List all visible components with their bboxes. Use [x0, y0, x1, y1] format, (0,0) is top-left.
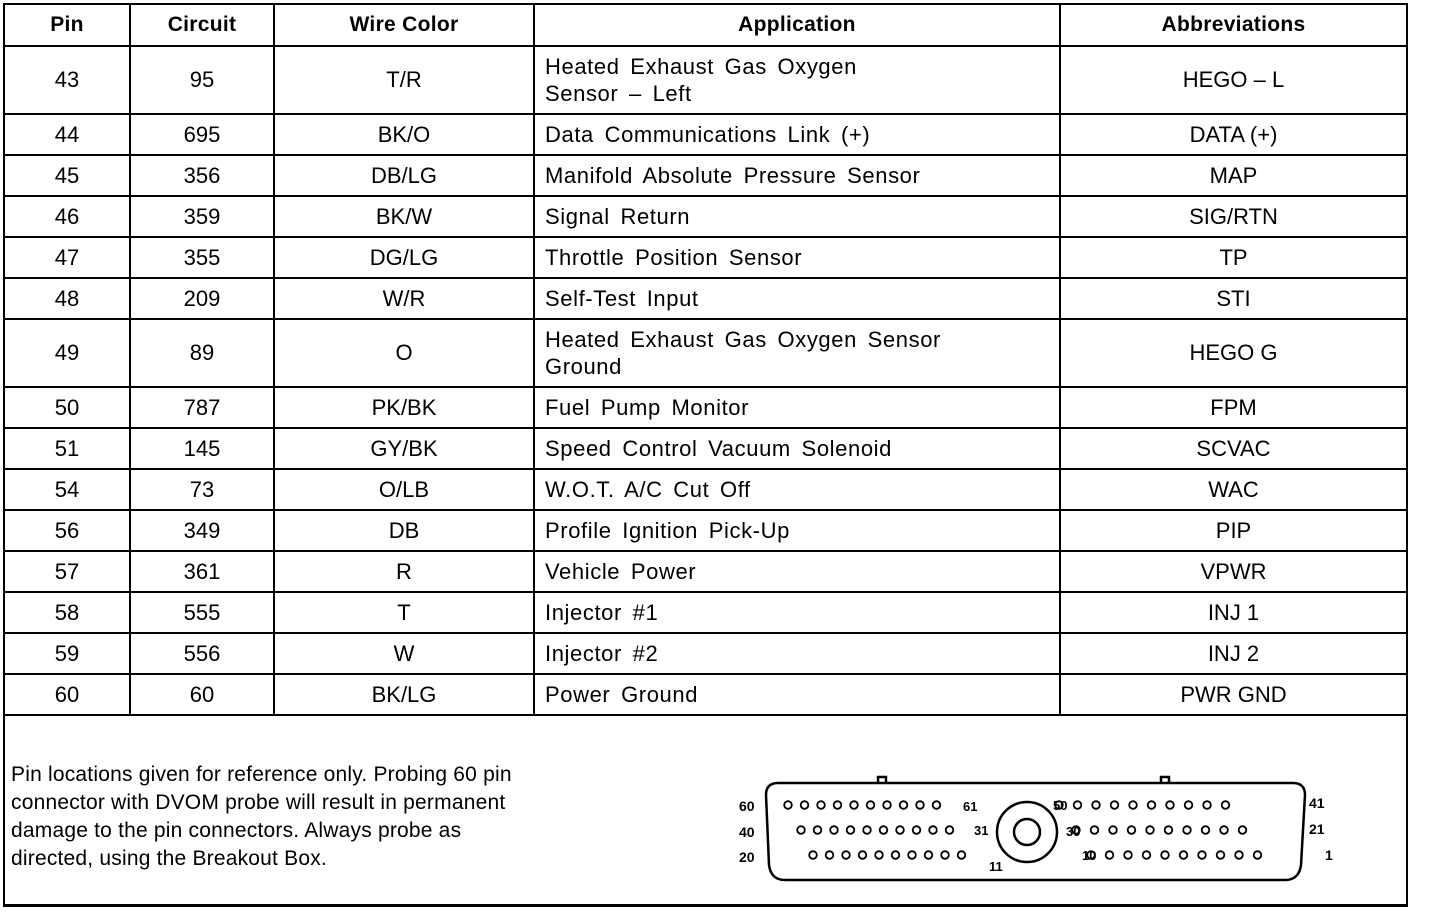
pin-cell: 43 — [5, 46, 130, 114]
connector-pin — [1222, 801, 1230, 809]
circuit-cell: 349 — [130, 510, 274, 551]
circuit-cell: 73 — [130, 469, 274, 510]
connector-pin — [1161, 851, 1169, 859]
table-row — [5, 674, 1406, 715]
circuit-cell: 60 — [130, 674, 274, 715]
application-line: Power Ground — [545, 682, 699, 707]
connector-pin — [850, 801, 858, 809]
abbreviation-cell: TP — [1060, 237, 1406, 278]
connector-pin — [908, 851, 916, 859]
application-cell — [534, 428, 1060, 469]
table-row — [5, 592, 1406, 633]
pin-cell: 56 — [5, 510, 130, 551]
connector-pin — [929, 826, 937, 834]
application-line: Fuel Pump Monitor — [545, 395, 750, 420]
table-row — [5, 387, 1406, 428]
pinout-table — [5, 5, 1406, 716]
header-circuit: Circuit — [130, 5, 274, 46]
abbreviation-cell: SCVAC — [1060, 428, 1406, 469]
pin-cell: 57 — [5, 551, 130, 592]
wire-color-cell: BK/LG — [274, 674, 534, 715]
connector-center-boss-outer — [997, 802, 1057, 862]
connector-pin — [883, 801, 891, 809]
connector-pin — [1148, 801, 1156, 809]
abbreviation-cell: HEGO G — [1060, 319, 1406, 387]
wire-color-cell: BK/W — [274, 196, 534, 237]
abbreviation-cell: STI — [1060, 278, 1406, 319]
connector-pin — [867, 801, 875, 809]
application-cell — [534, 319, 1060, 387]
connector-pin — [892, 851, 900, 859]
abbreviation-cell: FPM — [1060, 387, 1406, 428]
connector-pin — [1091, 826, 1099, 834]
header-application: Application — [534, 5, 1060, 46]
application-cell — [534, 46, 1060, 114]
abbreviation-cell: SIG/RTN — [1060, 196, 1406, 237]
application-line: Ground — [545, 354, 622, 379]
connector-pin — [1124, 851, 1132, 859]
abbreviation-cell: HEGO – L — [1060, 46, 1406, 114]
application-cell — [534, 469, 1060, 510]
table-row — [5, 510, 1406, 551]
connector-pin — [933, 801, 941, 809]
wire-color-cell: PK/BK — [274, 387, 534, 428]
wire-color-cell: O — [274, 319, 534, 387]
application-line: Throttle Position Sensor — [545, 245, 803, 270]
wire-color-cell: T/R — [274, 46, 534, 114]
note-line: Pin locations given for reference only. Probing 60 pin — [11, 763, 512, 786]
connector-pin — [875, 851, 883, 859]
pin-label-30: 30 — [1066, 824, 1081, 839]
connector-pin — [1203, 801, 1211, 809]
application-cell — [534, 674, 1060, 715]
connector-pin — [913, 826, 921, 834]
application-cell — [534, 633, 1060, 674]
circuit-cell: 355 — [130, 237, 274, 278]
header-wire-color: Wire Color — [274, 5, 534, 46]
connector-pin — [1185, 801, 1193, 809]
table-row — [5, 469, 1406, 510]
application-line: Self-Test Input — [545, 286, 699, 311]
pin-cell: 47 — [5, 237, 130, 278]
wire-color-cell: DG/LG — [274, 237, 534, 278]
circuit-cell: 145 — [130, 428, 274, 469]
abbreviation-cell: VPWR — [1060, 551, 1406, 592]
pin-cell: 59 — [5, 633, 130, 674]
table-row — [5, 114, 1406, 155]
connector-pin — [958, 851, 966, 859]
connector-pin — [1180, 851, 1188, 859]
header-pin: Pin — [5, 5, 130, 46]
connector-pin — [784, 801, 792, 809]
pin-label-20: 20 — [739, 849, 755, 865]
application-line: Profile Ignition Pick-Up — [545, 518, 790, 543]
application-line: Vehicle Power — [545, 559, 697, 584]
note-line: directed, using the Breakout Box. — [11, 847, 327, 870]
note-line: connector with DVOM probe will result in permanent — [11, 791, 506, 814]
pin-cell: 60 — [5, 674, 130, 715]
abbreviation-cell: MAP — [1060, 155, 1406, 196]
table-row — [5, 319, 1406, 387]
wire-color-cell: T — [274, 592, 534, 633]
application-line: Injector #2 — [545, 641, 659, 666]
pin-cell: 51 — [5, 428, 130, 469]
wire-color-cell: GY/BK — [274, 428, 534, 469]
pin-cell: 50 — [5, 387, 130, 428]
abbreviation-cell: INJ 2 — [1060, 633, 1406, 674]
pin-label-1: 1 — [1325, 847, 1333, 863]
wire-color-cell: BK/O — [274, 114, 534, 155]
connector-pin — [1254, 851, 1262, 859]
table-row — [5, 46, 1406, 114]
pin-label-11: 11 — [989, 859, 1003, 874]
connector-pin — [1106, 851, 1114, 859]
connector-pin — [1183, 826, 1191, 834]
pin-label-50: 50 — [1053, 798, 1068, 813]
connector-pin — [801, 801, 809, 809]
wire-color-cell: W — [274, 633, 534, 674]
application-line: Sensor – Left — [545, 81, 692, 106]
circuit-cell: 209 — [130, 278, 274, 319]
connector-pin — [1111, 801, 1119, 809]
application-line: Manifold Absolute Pressure Sensor — [545, 163, 921, 188]
connector-pin — [826, 851, 834, 859]
table-row — [5, 428, 1406, 469]
connector-pin — [830, 826, 838, 834]
connector-center-boss-inner — [1014, 819, 1040, 845]
connector-pin — [1235, 851, 1243, 859]
table-row — [5, 633, 1406, 674]
connector-pin — [834, 801, 842, 809]
connector-pin — [1166, 801, 1174, 809]
wire-color-cell: W/R — [274, 278, 534, 319]
pin-label-10: 10 — [1082, 848, 1097, 863]
connector-pin — [1165, 826, 1173, 834]
application-line: Heated Exhaust Gas Oxygen — [545, 54, 857, 79]
connector-pin — [863, 826, 871, 834]
pin-label-21: 21 — [1309, 821, 1325, 837]
application-cell — [534, 196, 1060, 237]
connector-diagram — [733, 765, 1343, 890]
connector-pin — [809, 851, 817, 859]
pin-cell: 58 — [5, 592, 130, 633]
connector-pin — [1198, 851, 1206, 859]
pin-label-60: 60 — [739, 798, 755, 814]
circuit-cell: 89 — [130, 319, 274, 387]
application-cell — [534, 592, 1060, 633]
connector-pin — [946, 826, 954, 834]
application-cell — [534, 155, 1060, 196]
pinout-sheet — [3, 3, 1408, 907]
header-abbreviations: Abbreviations — [1060, 5, 1406, 46]
pin-label-40: 40 — [739, 824, 755, 840]
application-cell — [534, 237, 1060, 278]
connector-pin — [817, 801, 825, 809]
abbreviation-cell: WAC — [1060, 469, 1406, 510]
circuit-cell: 359 — [130, 196, 274, 237]
circuit-cell: 555 — [130, 592, 274, 633]
circuit-cell: 356 — [130, 155, 274, 196]
wire-color-cell: O/LB — [274, 469, 534, 510]
abbreviation-cell: PWR GND — [1060, 674, 1406, 715]
connector-pin — [1217, 851, 1225, 859]
wire-color-cell: DB — [274, 510, 534, 551]
application-line: Data Communications Link (+) — [545, 122, 871, 147]
connector-pin — [941, 851, 949, 859]
connector-pin-grid — [784, 801, 1261, 859]
circuit-cell: 695 — [130, 114, 274, 155]
probe-warning-note — [11, 761, 671, 873]
connector-pin — [1092, 801, 1100, 809]
table-row — [5, 196, 1406, 237]
connector-pin — [1220, 826, 1228, 834]
circuit-cell: 95 — [130, 46, 274, 114]
connector-pin — [814, 826, 822, 834]
connector-pin — [925, 851, 933, 859]
connector-pin — [1074, 801, 1082, 809]
note-line: damage to the pin connectors. Always probe as — [11, 819, 462, 842]
application-line: Signal Return — [545, 204, 691, 229]
abbreviation-cell: INJ 1 — [1060, 592, 1406, 633]
connector-pin — [1128, 826, 1136, 834]
circuit-cell: 787 — [130, 387, 274, 428]
connector-pin — [842, 851, 850, 859]
connector-pin — [900, 801, 908, 809]
pin-label-41: 41 — [1309, 795, 1325, 811]
table-row — [5, 278, 1406, 319]
pin-cell: 44 — [5, 114, 130, 155]
wire-color-cell: DB/LG — [274, 155, 534, 196]
pin-label-31: 31 — [974, 823, 989, 838]
application-cell — [534, 114, 1060, 155]
application-cell — [534, 510, 1060, 551]
application-cell — [534, 387, 1060, 428]
application-line: Heated Exhaust Gas Oxygen Sensor — [545, 327, 941, 352]
application-line: Speed Control Vacuum Solenoid — [545, 436, 892, 461]
pin-cell: 48 — [5, 278, 130, 319]
circuit-cell: 556 — [130, 633, 274, 674]
connector-pin — [880, 826, 888, 834]
connector-pin — [1239, 826, 1247, 834]
wire-color-cell: R — [274, 551, 534, 592]
circuit-cell: 361 — [130, 551, 274, 592]
table-row — [5, 155, 1406, 196]
connector-pin — [859, 851, 867, 859]
connector-pin — [1109, 826, 1117, 834]
pin-cell: 45 — [5, 155, 130, 196]
table-row — [5, 551, 1406, 592]
connector-pin — [1129, 801, 1137, 809]
application-cell — [534, 551, 1060, 592]
connector-pin — [1143, 851, 1151, 859]
connector-pin — [1146, 826, 1154, 834]
application-cell — [534, 278, 1060, 319]
table-row — [5, 237, 1406, 278]
connector-pin — [847, 826, 855, 834]
abbreviation-cell: DATA (+) — [1060, 114, 1406, 155]
application-line: Injector #1 — [545, 600, 659, 625]
pin-cell: 46 — [5, 196, 130, 237]
connector-pin — [916, 801, 924, 809]
connector-pin — [1202, 826, 1210, 834]
connector-pin — [896, 826, 904, 834]
connector-pin — [797, 826, 805, 834]
abbreviation-cell: PIP — [1060, 510, 1406, 551]
application-line: W.O.T. A/C Cut Off — [545, 477, 751, 502]
pin-label-61: 61 — [963, 799, 978, 814]
pin-cell: 49 — [5, 319, 130, 387]
header-row — [5, 5, 1406, 46]
pin-cell: 54 — [5, 469, 130, 510]
